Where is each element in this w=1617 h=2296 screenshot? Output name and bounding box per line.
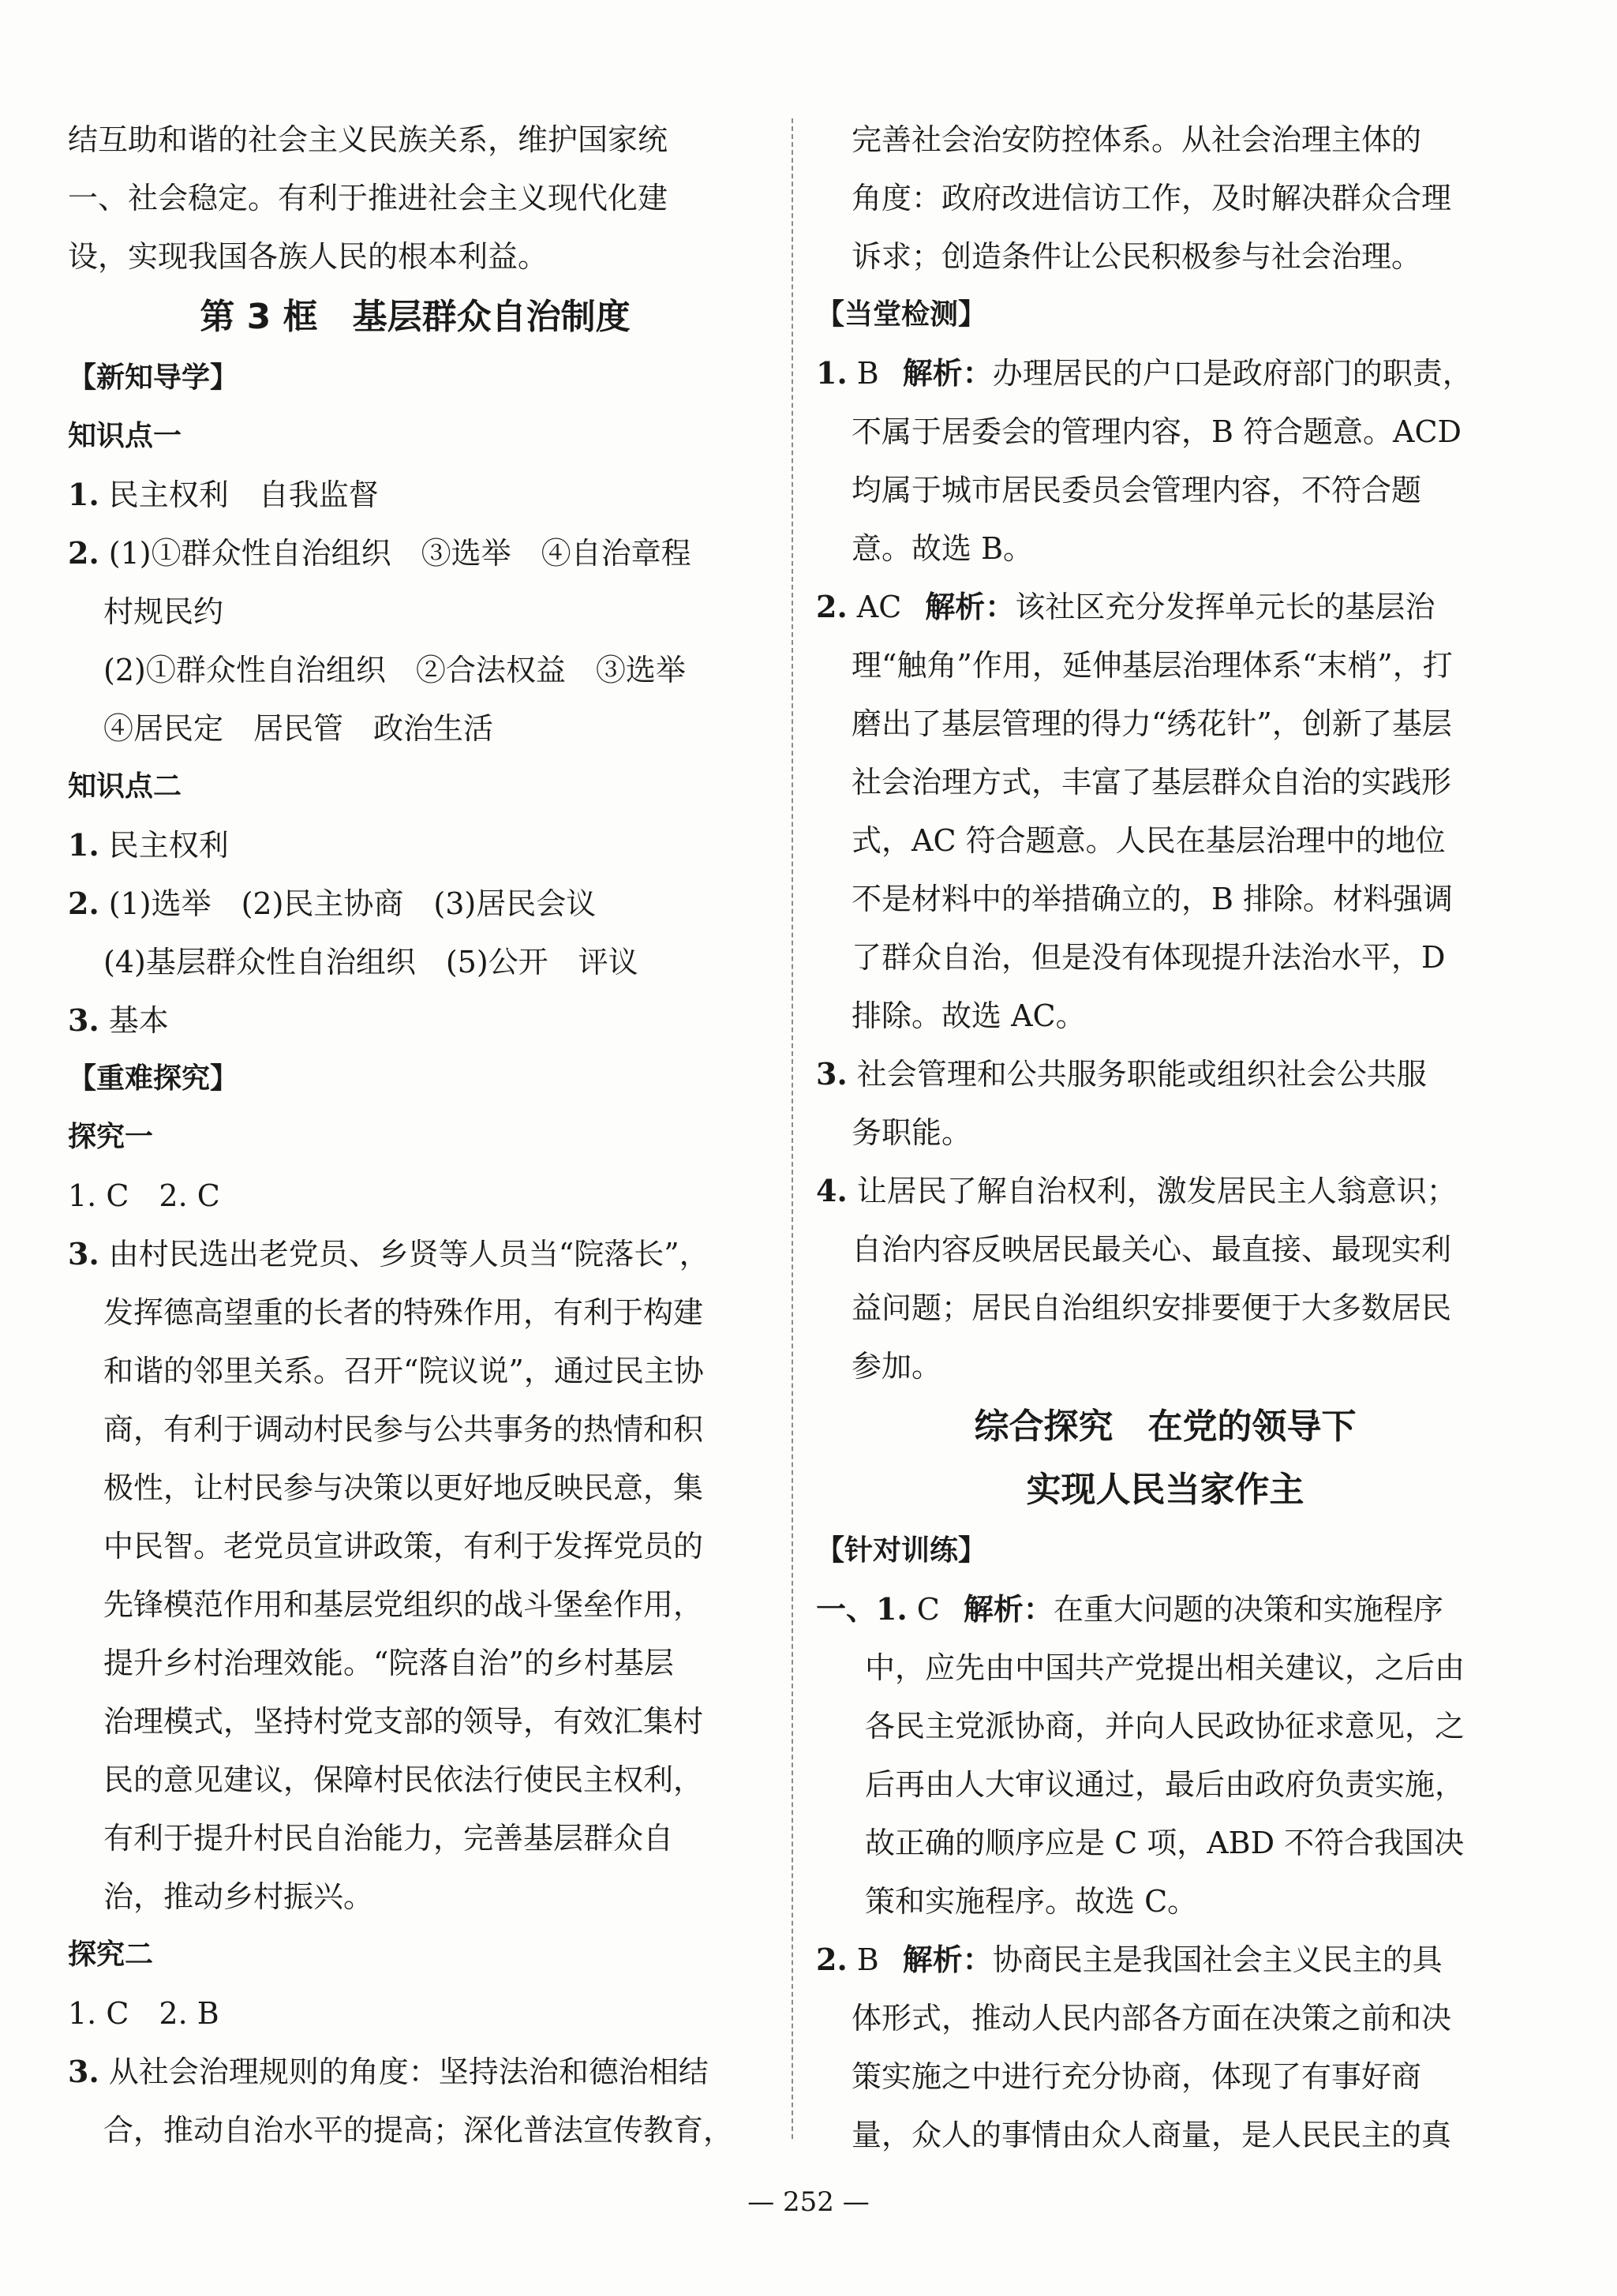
analysis-text: 办理居民的户口是政府部门的职责，	[992, 356, 1473, 391]
text-line: 排除。故选 AC。	[852, 998, 1086, 1033]
answer-text: 基本	[108, 1003, 169, 1038]
right-column	[816, 110, 1514, 2164]
text-line: 治，推动乡村振兴。	[103, 1879, 374, 1914]
analysis-label: 解析：	[902, 356, 993, 391]
answer-item	[68, 816, 762, 875]
text-line: 益问题；居民自治组织安排要便于大多数居民	[852, 1290, 1452, 1325]
text-line: 民的意见建议，保障村民依法行使民主权利，	[103, 1762, 704, 1797]
text-line: 故正确的顺序应是 C 项，ABD 不符合我国决	[865, 1826, 1465, 1860]
text-line: ④居民定 居民管 政治生活	[103, 711, 494, 746]
subsection-header: 知识点二	[68, 770, 182, 803]
subsection-header: 知识点一	[68, 420, 182, 452]
item-number: 4.	[816, 1173, 848, 1208]
text-line: 社会治理方式，丰富了基层群众自治的实践形	[852, 765, 1452, 800]
text-line: 策和实施程序。故选 C。	[865, 1884, 1198, 1919]
answer-item	[68, 2043, 762, 2101]
analysis-text: 协商民主是我国社会主义民主的具	[992, 1942, 1443, 1977]
section-title: 实现人民当家作主	[1026, 1470, 1304, 1510]
answer-item	[816, 1931, 1514, 1989]
answer-choice: B	[856, 356, 879, 391]
text-line: 和谐的邻里关系。召开“院议说”，通过民主协	[103, 1354, 704, 1388]
text-line: 村规民约	[103, 594, 224, 629]
answer-text: 由村民选出老党员、乡贤等人员当“院落长”，	[108, 1237, 709, 1272]
item-number: 2.	[816, 1942, 848, 1977]
answer-item	[68, 991, 762, 1050]
answer-choice: C	[916, 1592, 940, 1627]
answer-item	[816, 1045, 1514, 1103]
answer-text: 民主权利	[108, 828, 229, 863]
text-line: 后再由人大审议通过，最后由政府负责实施，	[865, 1767, 1465, 1802]
answer-item	[68, 524, 762, 582]
answer-item	[816, 1580, 1514, 1639]
item-number: 2.	[68, 535, 99, 571]
answer-text: 民主权利 自我监督	[108, 478, 379, 512]
text-line: 极性，让村民参与决策以更好地反映民意，集	[103, 1470, 704, 1505]
text-line: (2)①群众性自治组织 ②合法权益 ③选举	[103, 653, 686, 687]
item-number: 3.	[68, 2054, 99, 2089]
page-number: — 252 —	[747, 2186, 870, 2218]
text-line: 商，有利于调动村民参与公共事务的热情和积	[103, 1412, 704, 1447]
answer-item: 1. C 2. B	[68, 1996, 219, 2031]
text-line: 不属于居委会的管理内容，B 符合题意。ACD	[852, 414, 1462, 449]
answer-text: (1)选举 (2)民主协商 (3)居民会议	[108, 886, 597, 921]
item-number: 3.	[68, 1236, 99, 1272]
text-line: 设，实现我国各族人民的根本利益。	[68, 239, 548, 274]
item-number: 1.	[816, 355, 848, 391]
item-number: 2.	[68, 886, 99, 921]
text-line: 策实施之中进行充分协商，体现了有事好商	[852, 2059, 1422, 2094]
text-line: 参加。	[852, 1349, 942, 1384]
text-line: 角度：政府改进信访工作，及时解决群众合理	[852, 181, 1452, 215]
text-line: 治理模式，坚持村党支部的领导，有效汇集村	[103, 1704, 704, 1739]
text-line: 量，众人的事情由众人商量，是人民民主的真	[852, 2118, 1452, 2152]
text-line: 均属于城市居民委员会管理内容，不符合题	[852, 473, 1422, 508]
analysis-label: 解析：	[925, 590, 1016, 624]
text-line: 合，推动自治水平的提高；深化普法宣传教育，	[103, 2113, 734, 2148]
answer-item: 1. C 2. C	[68, 1178, 220, 1213]
text-line: 磨出了基层管理的得力“绣花针”，创新了基层	[852, 706, 1452, 741]
subsection-header: 探究二	[68, 1938, 154, 1971]
item-number: 1.	[68, 477, 99, 512]
answer-choice: AC	[856, 590, 902, 624]
left-column	[68, 110, 762, 2159]
item-number: 一、1.	[816, 1591, 908, 1627]
answer-item	[68, 1225, 762, 1283]
answer-text: (1)①群众性自治组织 ③选举 ④自治章程	[108, 536, 691, 571]
text-line: 务职能。	[852, 1115, 972, 1150]
text-line: 有利于提升村民自治能力，完善基层群众自	[103, 1821, 674, 1856]
text-line: 完善社会治安防控体系。从社会治理主体的	[852, 122, 1422, 157]
section-header: 【重难探究】	[68, 1062, 239, 1095]
text-line: 式，AC 符合题意。人民在基层治理中的地位	[852, 823, 1446, 858]
item-number: 3.	[68, 1002, 99, 1038]
text-line: 提升乡村治理效能。“院落自治”的乡村基层	[103, 1646, 674, 1680]
analysis-text: 该社区充分发挥单元长的基层治	[1015, 590, 1435, 624]
subsection-header: 探究一	[68, 1121, 154, 1153]
text-line: 诉求；创造条件让公民积极参与社会治理。	[852, 239, 1422, 274]
item-number: 2.	[816, 589, 848, 624]
section-title: 综合探究 在党的领导下	[974, 1406, 1357, 1447]
text-line: 一、社会稳定。有利于推进社会主义现代化建	[68, 181, 668, 215]
text-line: 理“触角”作用，延伸基层治理体系“末梢”，打	[852, 648, 1453, 683]
section-header: 【新知导学】	[68, 361, 239, 394]
text-line: 了群众自治，但是没有体现提升法治水平，D	[852, 940, 1446, 975]
answer-item	[816, 1162, 1514, 1220]
text-line: 自治内容反映居民最关心、最直接、最现实利	[852, 1232, 1452, 1267]
text-line: (4)基层群众性自治组织 (5)公开 评议	[103, 945, 638, 979]
text-line: 体形式，推动人民内部各方面在决策之前和决	[852, 2001, 1452, 2036]
text-line: 不是材料中的举措确立的，B 排除。材料强调	[852, 882, 1454, 916]
section-title: 第 3 框 基层群众自治制度	[200, 297, 631, 337]
analysis-label: 解析：	[963, 1592, 1054, 1627]
answer-item	[816, 578, 1514, 636]
text-line: 意。故选 B。	[852, 531, 1034, 566]
answer-text: 让居民了解自治权利，激发居民主人翁意识；	[856, 1174, 1457, 1208]
item-number: 1.	[68, 827, 99, 863]
text-line: 先锋模范作用和基层党组织的战斗堡垒作用，	[103, 1587, 704, 1622]
answer-text: 社会管理和公共服务职能或组织社会公共服	[856, 1057, 1427, 1092]
text-line: 各民主党派协商，并向人民政协征求意见，之	[865, 1709, 1465, 1744]
text-line: 中，应先由中国共产党提出相关建议，之后由	[865, 1650, 1465, 1685]
section-header: 【当堂检测】	[816, 298, 987, 331]
answer-item	[816, 344, 1514, 403]
answer-choice: B	[856, 1942, 879, 1977]
section-header: 【针对训练】	[816, 1534, 987, 1567]
item-number: 3.	[816, 1056, 848, 1092]
answer-item	[68, 466, 762, 524]
analysis-text: 在重大问题的决策和实施程序	[1053, 1592, 1443, 1627]
text-line: 发挥德高望重的长者的特殊作用，有利于构建	[103, 1295, 704, 1330]
answer-text: 从社会治理规则的角度：坚持法治和德治相结	[108, 2054, 709, 2089]
answer-item	[68, 875, 762, 933]
text-line: 结互助和谐的社会主义民族关系，维护国家统	[68, 122, 668, 157]
text-line: 中民智。老党员宣讲政策，有利于发挥党员的	[103, 1529, 704, 1564]
column-divider	[792, 118, 793, 2139]
analysis-label: 解析：	[902, 1942, 993, 1977]
